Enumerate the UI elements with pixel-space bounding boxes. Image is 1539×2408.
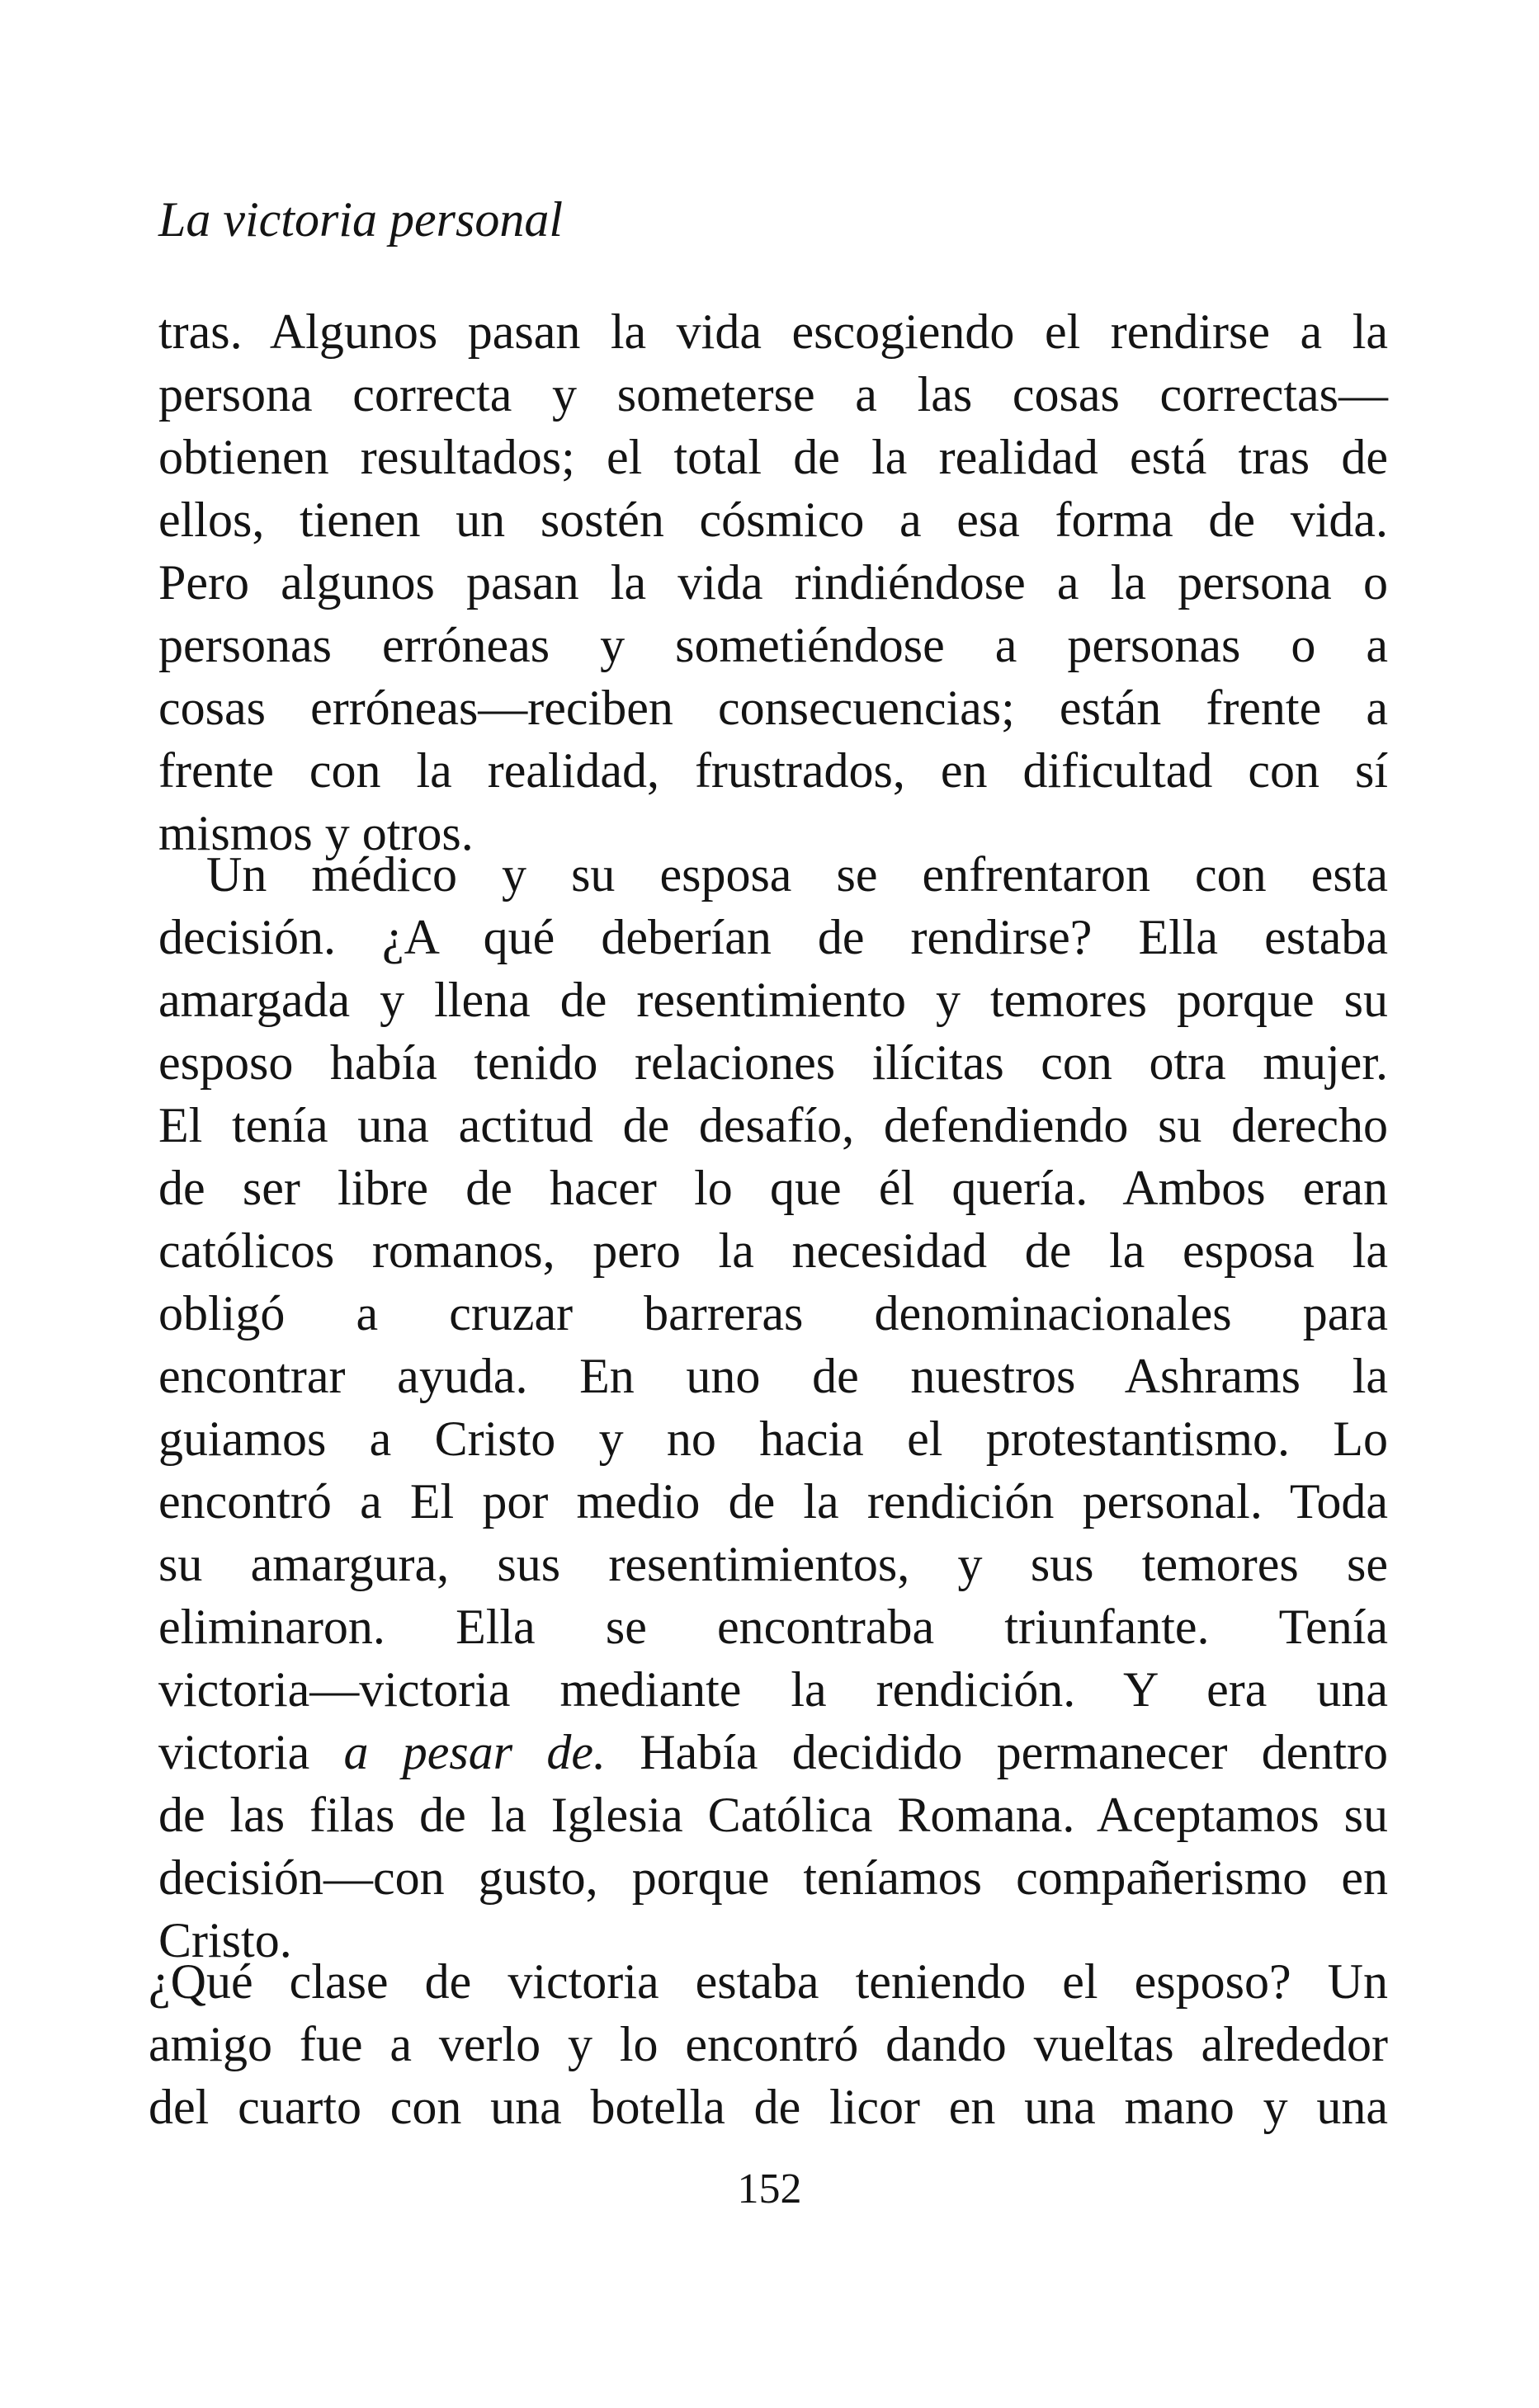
text-line: victoria—victoria mediante la rendición. Y era una <box>158 1662 1388 1717</box>
text-line: personas erróneas y sometiéndose a personas o a <box>158 618 1388 672</box>
text-line: persona correcta y someterse a las cosas correctas— <box>158 367 1388 422</box>
text-line: encontró a El por medio de la rendición personal. Toda <box>158 1474 1388 1529</box>
text-line: cosas erróneas—reciben consecuencias; están frente a <box>158 681 1388 735</box>
text-line: obligó a cruzar barreras denominacionales para <box>158 1286 1388 1341</box>
running-head: La victoria personal <box>158 192 563 247</box>
text-line: tras. Algunos pasan la vida escogiendo el rendirse a la <box>158 304 1388 359</box>
text-line: del cuarto con una botella de licor en una mano y una <box>149 2080 1388 2134</box>
text-line: eliminaron. Ella se encontraba triunfante. Tenía <box>158 1600 1388 1654</box>
text-line: obtienen resultados; el total de la realidad está tras de <box>158 430 1388 484</box>
text-fragment: Había decidido permanecer dentro <box>606 1725 1388 1779</box>
text-line: su amargura, sus resentimientos, y sus temores se <box>158 1537 1388 1591</box>
text-line: decisión. ¿A qué deberían de rendirse? Ella estaba <box>158 910 1388 964</box>
text-line: amigo fue a verlo y lo encontró dando vueltas alrededor <box>149 2017 1388 2071</box>
text-line: frente con la realidad, frustrados, en dificultad con sí <box>158 743 1388 798</box>
page-number: 152 <box>737 2165 802 2212</box>
text-line: de ser libre de hacer lo que él quería. Ambos eran <box>158 1161 1388 1215</box>
text-line: Pero algunos pasan la vida rindiéndose a la persona o <box>158 555 1388 610</box>
text-line: encontrar ayuda. En uno de nuestros Ashrams la <box>158 1349 1388 1403</box>
text-line: de las filas de la Iglesia Católica Romana. Aceptamos su <box>158 1788 1388 1842</box>
text-line: Cristo. <box>158 1913 292 1967</box>
text-line-with-emphasis <box>158 1727 1388 1777</box>
text-line: El tenía una actitud de desafío, defendiendo su derecho <box>158 1098 1388 1152</box>
text-line: mismos y otros. <box>158 806 474 860</box>
text-fragment: victoria <box>158 1725 344 1779</box>
italic-emphasis: a pesar de. <box>343 1725 606 1779</box>
text-line: guiamos a Cristo y no hacia el protestantismo. Lo <box>158 1411 1388 1466</box>
text-line: ellos, tienen un sostén cósmico a esa forma de vida. <box>158 492 1388 547</box>
text-line: ¿Qué clase de victoria estaba teniendo el esposo? Un <box>149 1954 1388 2009</box>
text-line: decisión—con gusto, porque teníamos compañerismo en <box>158 1850 1388 1905</box>
text-line: Un médico y su esposa se enfrentaron con esta <box>206 847 1388 902</box>
text-line: amargada y llena de resentimiento y temores porque su <box>158 973 1388 1027</box>
text-line: católicos romanos, pero la necesidad de la esposa la <box>158 1223 1388 1278</box>
text-line: esposo había tenido relaciones ilícitas con otra mujer. <box>158 1035 1388 1090</box>
